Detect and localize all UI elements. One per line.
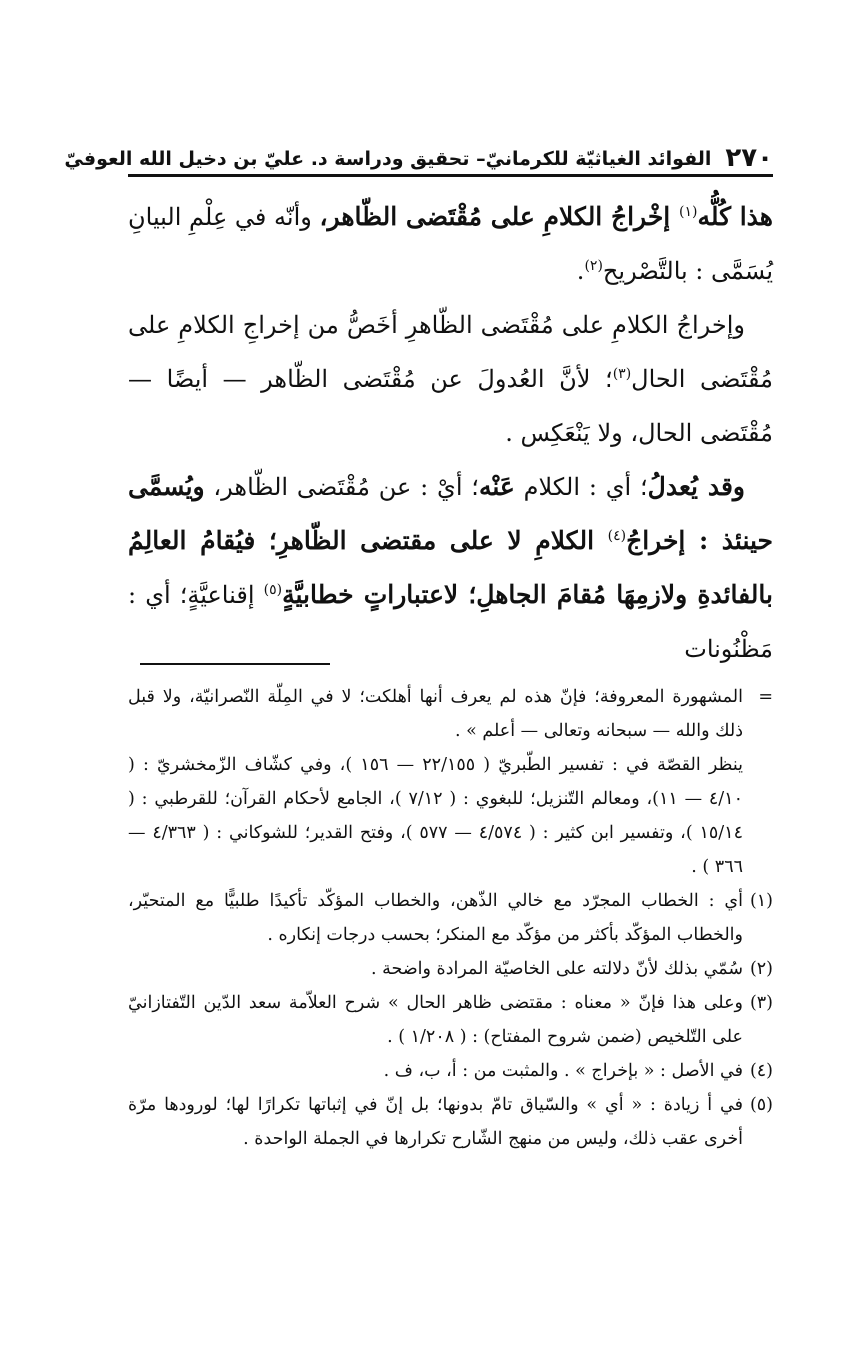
page-number: ٢٧٠ — [725, 143, 773, 173]
footnote-1 — [128, 884, 773, 952]
footnote-text: ينظر القصّة في : تفسير الطّبريّ ( ٢٢/١٥٥ — ١٥٦ )، وفي كشّاف الزّمخشريّ : ( ٤/١٠ — ١١)، ومعالم التّنزيل؛ للبغوي : ( ٧/١٢ )، الجامع لأحكام القرآن؛ للقرطبي : ( ١٥/١٤ )، وتفسير ابن كثير : ( ٤/٥٧٤ — ٥٧٧ )، وفتح القدير؛ للشوكاني : ( ٤/٣٦٣ — ٣٦٦ ) . — [128, 755, 743, 877]
footnote-text: سُمّي بذلك لأنّ دلالته على الخاصيّة المرادة واضحة . — [371, 959, 743, 979]
footnote-separator — [140, 663, 330, 665]
footnote-sources — [128, 748, 773, 884]
matn-text: إخْراجُ الكلامِ على مُقْتَضى الظّاهر، — [319, 202, 679, 231]
sharh-text: . — [576, 257, 585, 285]
footnote-3 — [128, 986, 773, 1054]
matn-text: ويُسمَّى حينئذ : إخراجُ — [128, 472, 773, 555]
footnote-label: (٢) — [749, 959, 773, 979]
footnote-text: أي : الخطاب المجرّد مع خالي الذّهن، والخطاب المؤكّد تأكيدًا طلبيًّا مع المتحيّر، والخطاب المؤكّد بأكثر من مؤكّد مع المنكر؛ بحسب درجات إنكاره . — [128, 891, 743, 945]
footnote-5 — [128, 1088, 773, 1156]
footnote-text: المشهورة المعروفة؛ فإنّ هذه لم يعرف أنها أهلكت؛ لا في المِلّة النّصرانيّة، ولا قبل ذلك والله — سبحانه وتعالى — أعلم » . — [128, 687, 743, 741]
sharh-text: وأنّه في عِلْمِ البيانِ يُسَمَّى : بالتَّصْريح — [128, 203, 773, 285]
sharh-text: ؛ لأنَّ العُدولَ عن مُقْتَضى الظّاهر — أيضًا — مُقْتَضى الحال، ولا يَنْعَكِس . — [128, 365, 773, 447]
footnote-continuation — [128, 680, 773, 748]
running-header — [64, 136, 773, 173]
sharh-text: ؛ أيْ : عن مُقْتَضى الظّاهر، — [204, 473, 479, 501]
footnote-2 — [128, 952, 773, 986]
continuation-marker: = — [758, 687, 773, 707]
running-title: الفوائد الغياثيّة للكرمانيّ– تحقيق ودراسة د. عليّ بن دخيل الله العوفيّ — [64, 148, 712, 170]
sharh-text: وإخراجُ الكلامِ على مُقْتَضى الظّاهرِ أخَصُّ من إخراجِ الكلامِ على مُقْتَضى الحال — [128, 311, 774, 393]
paragraph-3 — [128, 460, 773, 676]
footnote-ref-4[interactable]: (٤) — [607, 528, 627, 544]
matn-text: عَنْه — [478, 472, 515, 501]
sharh-text: ؛ أي : الكلام — [514, 473, 648, 501]
sharh-text: إقناعيَّةٍ؛ أي : مَظْنُونات — [128, 581, 773, 663]
footnote-text: في أ زيادة : « أي » والسّياق تامّ بدونها؛ بل إنّ في إثباتها تكرارًا لها؛ لورودها مرّة أخرى عقب ذلك، وليس من منهج الشّارح تكرارها في الجملة الواحدة . — [128, 1095, 743, 1149]
footnote-label: (٥) — [749, 1095, 773, 1115]
footnote-text: وعلى هذا فإنّ « معناه : مقتضى ظاهر الحال » شرح العلاّمة سعد الدّين التّفتازانيّ على التّلخيص (ضمن شروح المفتاح) : ( ١/٢٠٨ ) . — [128, 993, 743, 1047]
main-text — [128, 190, 773, 676]
footnote-ref-5[interactable]: (٥) — [263, 582, 283, 598]
paragraph-1 — [128, 190, 773, 298]
matn-text: هذا كُلُّه — [697, 202, 773, 231]
footnote-ref-3[interactable]: (٣) — [612, 366, 632, 382]
footnote-ref-2[interactable]: (٢) — [584, 258, 603, 274]
footnote-ref-1[interactable]: (١) — [678, 204, 698, 220]
matn-text: وقد يُعدلُ — [647, 472, 745, 501]
footnote-label: (١) — [749, 891, 773, 911]
footnote-label: (٣) — [749, 993, 773, 1013]
footnote-label: (٤) — [749, 1061, 773, 1081]
footnotes — [128, 680, 773, 1156]
header-rule — [128, 174, 773, 177]
footnote-4 — [128, 1054, 773, 1088]
footnote-text: في الأصل : « بإخراج » . والمثبت من : أ، ب، ف . — [383, 1061, 743, 1081]
paragraph-2 — [128, 298, 773, 460]
matn-text: الكلامِ لا على مقتضى الظّاهرِ؛ فيُقامُ العالِمُ بالفائدةِ ولازمِهَا مُقامَ الجاهلِ؛ لاعتباراتٍ خطابيَّةٍ — [128, 526, 773, 609]
